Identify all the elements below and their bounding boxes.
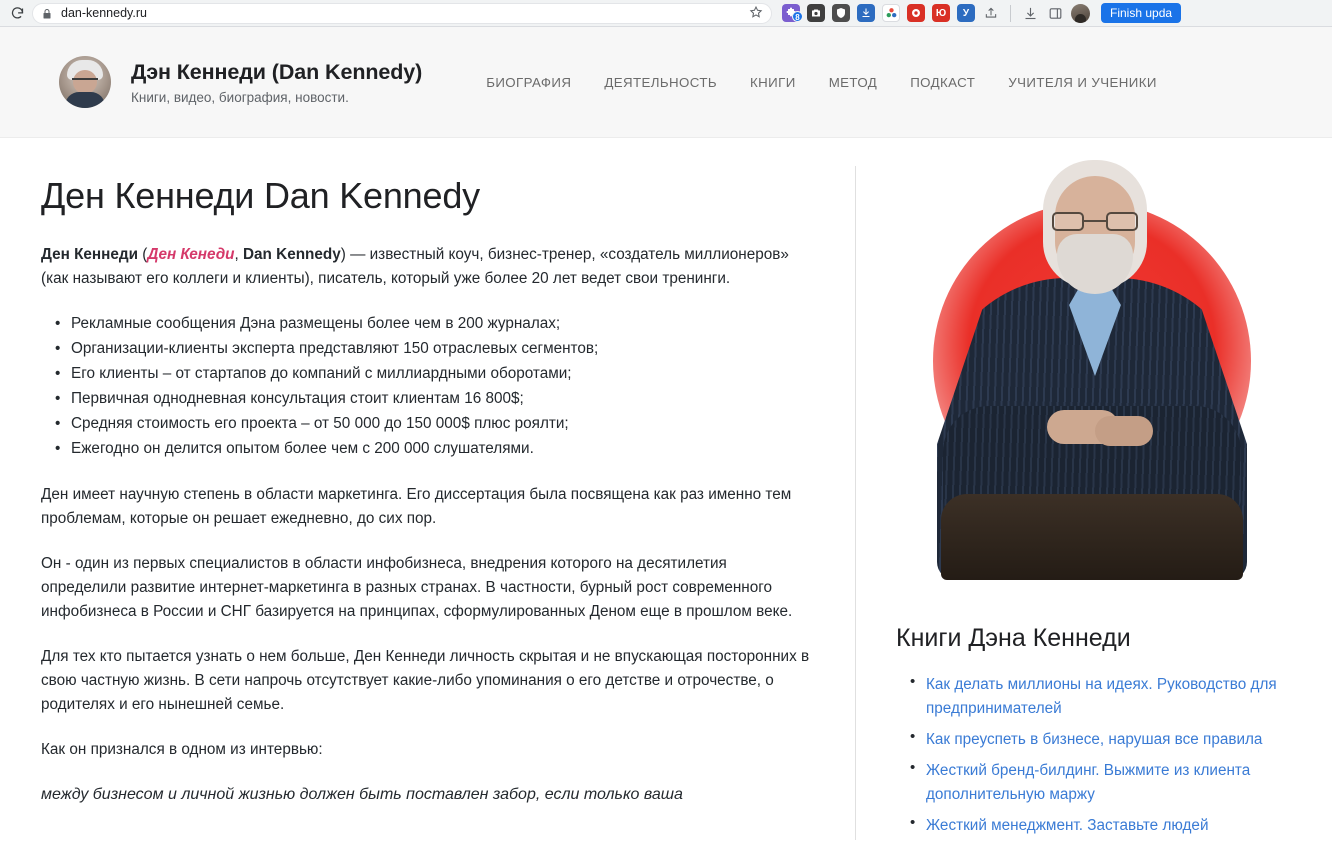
lead-paragraph bbox=[41, 243, 811, 291]
puzzle-extension-icon[interactable] bbox=[782, 4, 800, 22]
books-list bbox=[896, 673, 1288, 838]
book-link-break-rules[interactable]: Как преуспеть в бизнесе, нарушая все правила bbox=[926, 731, 1263, 748]
list-item bbox=[926, 759, 1288, 807]
lock-icon bbox=[41, 7, 53, 19]
nav-item-books[interactable]: КНИГИ bbox=[750, 74, 796, 90]
lead-name-en: Dan Kennedy bbox=[243, 246, 341, 263]
extensions-strip bbox=[778, 3, 1181, 23]
star-icon[interactable] bbox=[741, 5, 763, 22]
paragraph-privacy: Для тех кто пытается узнать о нем больше, Ден Кеннеди личность скрытая и не впускающая посторонних в свою частную жизнь. В сети напрочь отсутствует какие-либо упоминания о его детстве и отрочестве, о родителях и его нынешней семье. bbox=[41, 648, 810, 713]
portrait-cushion bbox=[941, 494, 1243, 580]
site-subtitle: Книги, видео, биография, новости. bbox=[131, 89, 349, 105]
page-body bbox=[0, 138, 1332, 840]
address-bar[interactable] bbox=[32, 3, 772, 24]
article-content bbox=[0, 138, 855, 840]
list-item: • Средняя стоимость его проекта – от 50 000 до 150 000$ плюс роялти; bbox=[71, 411, 811, 436]
sidebar bbox=[856, 138, 1332, 840]
list-item: • Первичная однодневная консультация стоит клиентам 16 800$; bbox=[71, 386, 811, 411]
lead-comma: , bbox=[234, 246, 243, 263]
brand-block[interactable] bbox=[131, 60, 422, 105]
yandex-glyph: Ю bbox=[935, 7, 947, 19]
nav-item-teachers-students[interactable]: УЧИТЕЛЯ И УЧЕНИКИ bbox=[1008, 74, 1157, 90]
logo-glasses-icon bbox=[72, 78, 98, 85]
book-link-brand-building[interactable]: Жесткий бренд-билдинг. Выжмите из клиента дополнительную маржу bbox=[926, 762, 1251, 803]
list-item bbox=[926, 728, 1288, 752]
profile-avatar[interactable] bbox=[1071, 4, 1090, 23]
extension-badge-count: 8 bbox=[792, 11, 803, 22]
lead-accent-name: Ден Кенеди bbox=[147, 246, 235, 263]
book-link-hard-management[interactable]: Жесткий менеджмент. Заставьте людей bbox=[926, 817, 1209, 834]
logo-body bbox=[65, 92, 105, 108]
books-section-title: Книги Дэна Кеннеди bbox=[896, 624, 1131, 652]
url-text: dan-kennedy.ru bbox=[61, 6, 147, 20]
finish-update-button[interactable]: Finish upda bbox=[1101, 3, 1181, 23]
list-item bbox=[926, 673, 1288, 721]
lead-rest: ) — известный коуч, бизнес-тренер, «создатель миллионеров» (как называют его коллеги и клиенты), писатель, который уже более 20 лет ведет свои тренинги. bbox=[41, 246, 789, 287]
paragraph-interview-intro: Как он признался в одном из интервью: bbox=[41, 741, 323, 758]
list-item: • Организации-клиенты эксперта представляют 150 отраслевых сегментов; bbox=[71, 336, 811, 361]
portrait-hand-right bbox=[1095, 416, 1153, 446]
lead-paren-open: ( bbox=[138, 246, 148, 263]
dan-kennedy-portrait-image bbox=[919, 160, 1265, 580]
shield-extension-icon[interactable] bbox=[832, 4, 850, 22]
red-extension-icon[interactable] bbox=[907, 4, 925, 22]
toolbar-divider bbox=[1010, 5, 1011, 22]
colorful-extension-icon[interactable] bbox=[882, 4, 900, 22]
facts-list bbox=[41, 311, 811, 461]
reload-icon[interactable] bbox=[6, 2, 28, 24]
list-item bbox=[926, 814, 1288, 838]
paragraph-degree: Ден имеет научную степень в области маркетинга. Его диссертация была посвящена как раз именно тем проблемам, которые он решает ежедневно, до сих пор. bbox=[41, 486, 792, 527]
interview-quote: между бизнесом и личной жизнью должен быть поставлен забор, если только ваша bbox=[41, 786, 683, 803]
download-icon[interactable] bbox=[1021, 4, 1039, 22]
list-item: • Рекламные сообщения Дэна размещены более чем в 200 журналах; bbox=[71, 311, 811, 336]
nav-item-activity[interactable]: ДЕЯТЕЛЬНОСТЬ bbox=[604, 74, 718, 90]
site-title: Дэн Кеннеди (Dan Kennedy) bbox=[131, 59, 423, 84]
yandex-extension-icon[interactable] bbox=[932, 4, 950, 22]
main-nav bbox=[486, 75, 1157, 90]
paragraph-infobusiness: Он - один из первых специалистов в области инфобизнеса, внедрения которого на десятилетия определили развитие интернет-маркетинга в разных странах. В частности, бурный рост современного инфобизнеса в России и СНГ базируется на принципах, сформулированных Деном еще в прошлом веке. bbox=[41, 555, 793, 620]
glasses-icon bbox=[1052, 212, 1138, 232]
download-manager-icon[interactable] bbox=[857, 4, 875, 22]
site-header bbox=[0, 27, 1332, 138]
nav-item-podcast[interactable]: ПОДКАСТ bbox=[910, 74, 976, 90]
nav-item-method[interactable]: МЕТОД bbox=[828, 74, 878, 90]
site-logo[interactable] bbox=[59, 56, 111, 108]
list-item: • Его клиенты – от стартапов до компаний с миллиардными оборотами; bbox=[71, 361, 811, 386]
camera-extension-icon[interactable] bbox=[807, 4, 825, 22]
nav-item-biography[interactable]: БИОГРАФИЯ bbox=[486, 74, 572, 90]
share-extension-icon[interactable] bbox=[982, 4, 1000, 22]
page-title: Ден Кеннеди Dan Kennedy bbox=[41, 175, 480, 216]
yandex-browser-icon[interactable] bbox=[957, 4, 975, 22]
side-panel-icon[interactable] bbox=[1046, 4, 1064, 22]
list-item: • Ежегодно он делится опытом более чем с 200 000 слушателями. bbox=[71, 436, 811, 461]
browser-toolbar bbox=[0, 0, 1332, 27]
book-link-millions-ideas[interactable]: Как делать миллионы на идеях. Руководство для предпринимателей bbox=[926, 676, 1277, 717]
yandex-browser-glyph: У bbox=[962, 7, 970, 19]
lead-name-ru: Ден Кеннеди bbox=[41, 246, 139, 263]
